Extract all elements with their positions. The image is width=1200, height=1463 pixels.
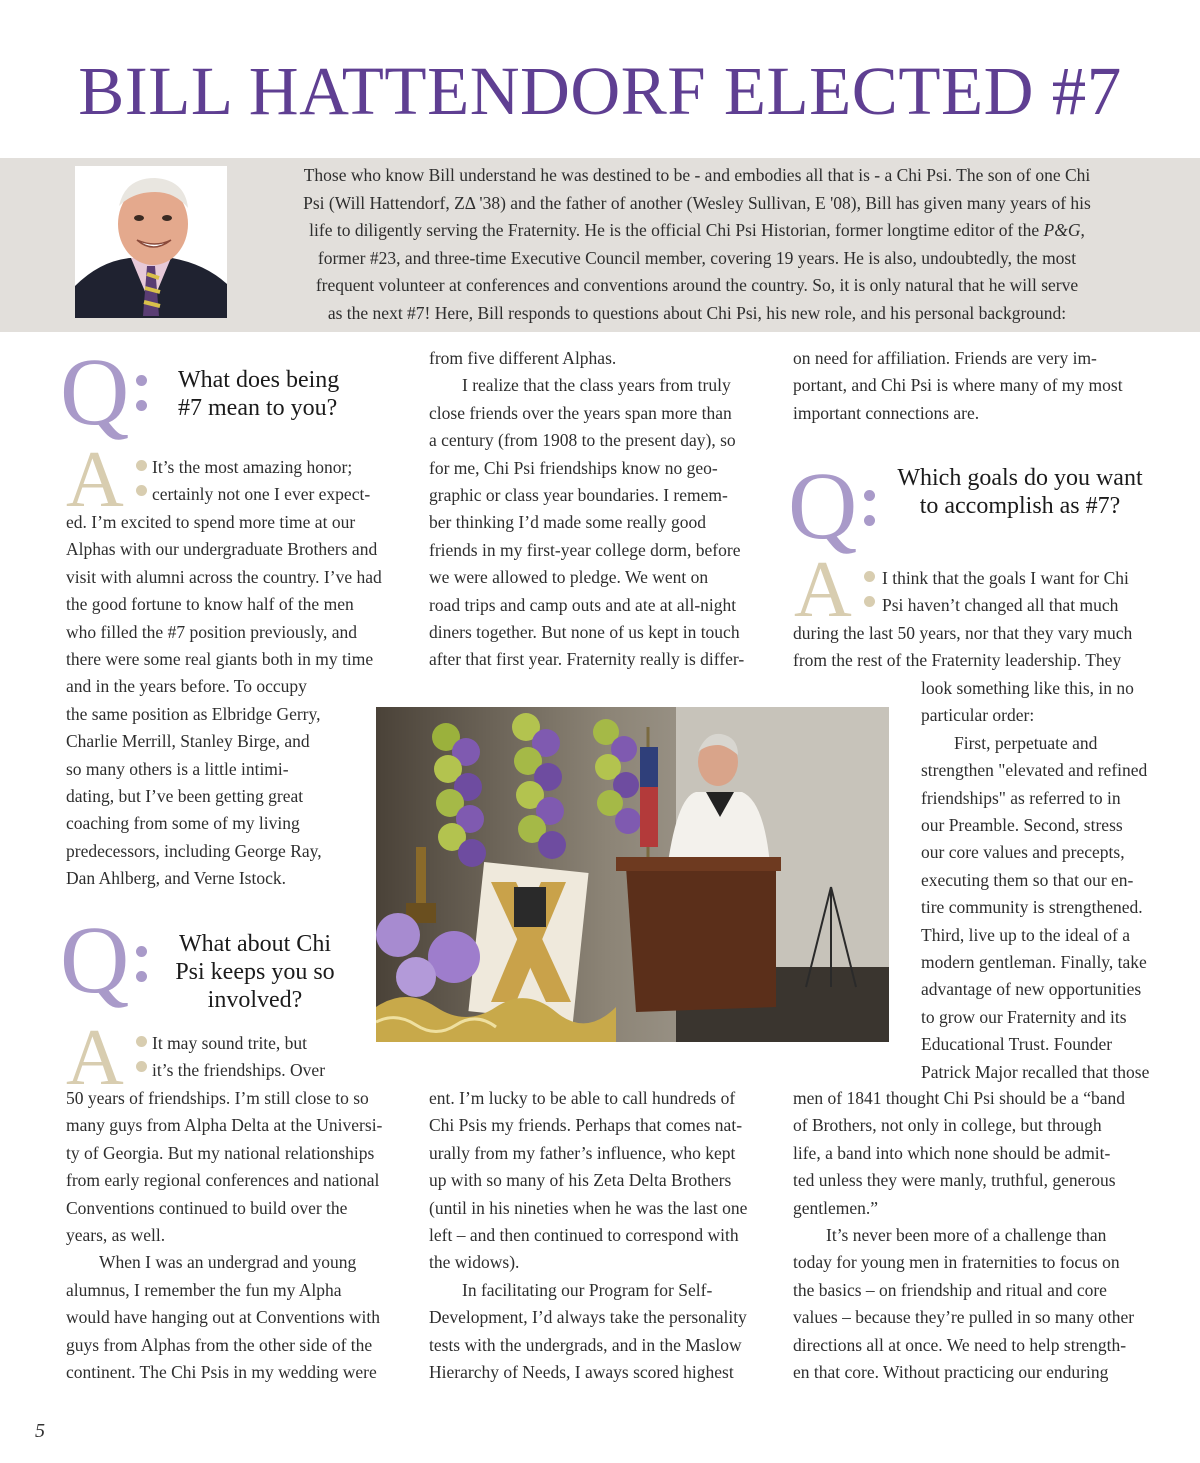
intro-paragraph: Those who know Bill understand he was destined to be - and embodies all that is - a Chi Psi. The son of one Chi Psi (Will Hattendorf, ZΔ '38) and the father of another (Wesley Sullivan, E '08), Bill has given many years of his life to diligently serving the Fraternity. He is the official Chi Psi Historian, former longtime editor of the P&G, former #23, and three-time Executive Council member, covering 19 years. He is also, undoubtedly, the most frequent volunteer at conferences and conventions around the country. So, it is only natural that he will serve as the next #7! Here, Bill responds to questions about Chi Psi, his new role, and his personal background: [303,165,1091,323]
a-letter-2: A [66,1014,124,1102]
a-letter-1: A [66,436,124,524]
a-letter-3: A [794,546,852,634]
column-2-bottom: ent. I’m lucky to be able to call hundreds of Chi Psis my friends. Perhaps that comes nat- urally from my father’s influence, who kept up with so many of his Zeta Delta Brothers (until in his nineties when he was the last one left – and then continued to correspond with the widows). In facilitating our Program for Self- Development, I’d always take the personality tests with the undergrads, and in the Maslow Hierarchy of Needs, I aways scored highest [429,1088,748,1383]
question-2: What about Chi Psi keeps you so involved? [175,931,335,1013]
column-3-top: on need for affiliation. Friends are very im- portant, and Chi Psi is where many of my most important connections are. [793,348,1123,423]
answer-1-lead: It’s the most amazing honor; certainly not one I ever expect- [152,457,371,505]
headline: BILL HATTENDORF ELECTED #7 [78,53,1122,129]
answer-1-body: ed. I’m excited to spend more time at our Alphas with our undergraduate Brothers and visit with alumni across the country. I’ve had the good fortune to know half of the men who filled the #7 position previously, and there were some real giants both in my time and in the years before. To occupy the same position as Elbridge Gerry, Charlie Merrill, Stanley Birge, and so many others is a little intimi- dating, but I’ve been getting great coaching from some of my living predecessors, including George Ray, Dan Ahlberg, and Verne Istock. [66,512,382,889]
column-2-top: from five different Alphas. I realize that the class years from truly close friends over the years span more than a century (from 1908 to the present day), so for me, Chi Psi friendships know no geo- graphic or class year boundaries. I remem- ber thinking I’d made some really good friends in my first-year college dorm, before we were allowed to pledge. We went on road trips and camp outs and ate at all-night diners together. But none of us kept in touch after that first year. Fraternity really is differ- [429,348,745,670]
q-letter-1: Q [60,338,130,445]
a-colon-1 [136,460,148,496]
question-1: What does being #7 mean to you? [178,367,340,421]
answer-3-narrow: look something like this, in no particular order: First, perpetuate and strengthen "elevated and refined friendships" as referred to in our Preamble. Second, stress our core values and precepts, executing them so that our en- tire community is strengthened. Third, live up to the ideal of a modern gentleman. Finally, take advantage of new opportunities to grow our Fraternity and its Educational Trust. Founder Patrick Major recalled that those [921,678,1150,1082]
answer-3-lead: I think that the goals I want for Chi Psi haven’t changed all that much [882,568,1129,616]
q-letter-3: Q [788,452,858,559]
podium-photo [376,707,889,1042]
a-colon-3 [864,571,876,607]
answer-3-body: during the last 50 years, nor that they vary much from the rest of the Fraternity leadership. They [793,623,1133,671]
answer-2-lead: It may sound trite, but it’s the friendships. Over [152,1033,326,1081]
column-3-bottom: men of 1841 thought Chi Psi should be a “band of Brothers, not only in college, but through life, a band into which none should be admit- ted unless they were manly, truthful, generous gentlemen.” It’s never been more of a challenge than today for young men in fraternities to focus on the basics – on friendship and ritual and core values – because they’re pulled in so many other directions all at once. We need to help strength- en that core. Without practicing our enduring [793,1088,1135,1383]
question-3: Which goals do you want to accomplish as #7? [897,465,1143,519]
q-colon-3 [864,490,876,526]
a-colon-2 [136,1036,148,1072]
answer-2-body: 50 years of friendships. I’m still close to so many guys from Alpha Delta at the Universi- ty of Georgia. But my national relationships from early regional conferences and national Conventions continued to build over the years, as well. When I was an undergrad and young alumnus, I remember the fun my Alpha would have hanging out at Conventions with guys from Alphas from the other side of the continent. The Chi Psis in my wedding were [66,1088,383,1383]
q-letter-2: Q [60,906,130,1013]
portrait-photo [75,166,227,318]
q-colon-1 [136,375,148,411]
q-colon-2 [136,946,148,982]
page-number: 5 [35,1420,45,1442]
